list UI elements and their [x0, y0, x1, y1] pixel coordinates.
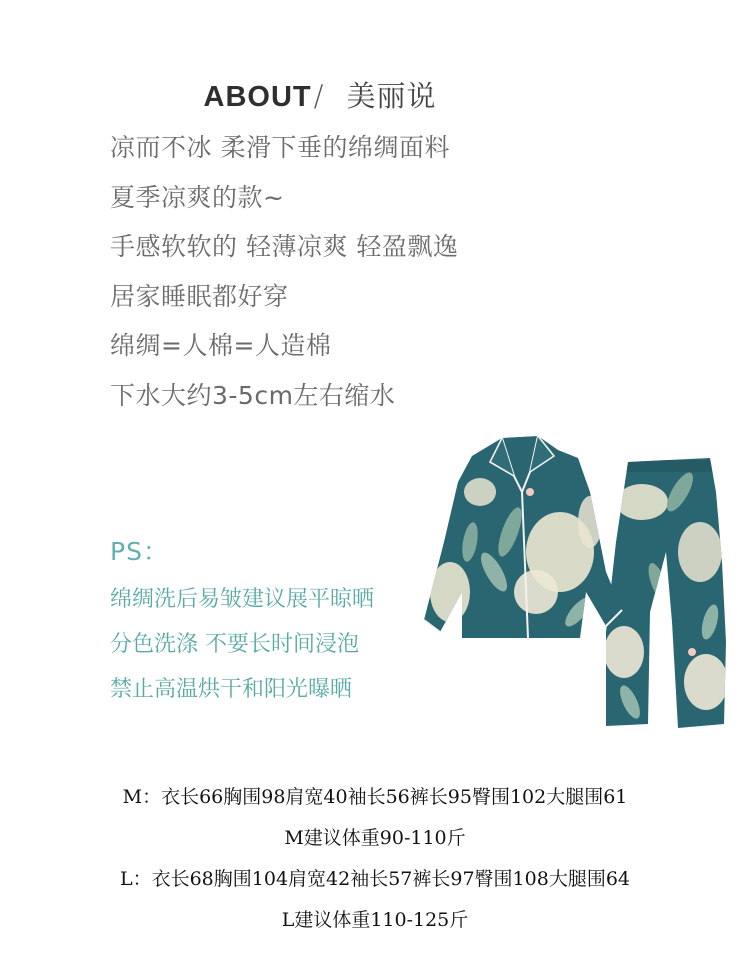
- about-description: [110, 128, 458, 425]
- size-l-measurements: L：衣长68胸围104肩宽42袖长57裤长97臀围108大腿围64: [119, 868, 631, 890]
- about-line: 绵绸=人棉=人造棉: [110, 331, 332, 360]
- size-m-weight: M建议体重90-110斤: [284, 827, 466, 849]
- ps-line: 绵绸洗后易皱建议展平晾晒: [110, 587, 375, 612]
- size-l-weight: L建议体重110-125斤: [281, 909, 469, 931]
- shirt-shape: [424, 436, 622, 638]
- about-line: 夏季凉爽的款~: [110, 182, 285, 212]
- title-slash: /: [313, 79, 325, 113]
- title-subtitle: 美丽说: [346, 79, 437, 113]
- about-label: ABOUT: [203, 81, 312, 113]
- size-chart: [0, 778, 750, 942]
- ps-title: PS：: [110, 537, 169, 566]
- ps-line: 分色洗涤 不要长时间浸泡: [110, 632, 359, 657]
- about-line: 居家睡眠都好穿: [110, 281, 289, 311]
- trousers-shape: [604, 458, 728, 728]
- about-line: 手感软软的 轻薄凉爽 轻盈飘逸: [110, 232, 459, 261]
- about-line: 下水大约3-5cm左右缩水: [110, 380, 396, 410]
- size-m-measurements: M：衣长66胸围98肩宽40袖长56裤长95臀围102大腿围61: [122, 786, 628, 808]
- floral-pajama-set-image: [410, 432, 730, 732]
- about-line: 凉而不冰 柔滑下垂的绵绸面料: [110, 133, 450, 162]
- ps-notes: [110, 582, 374, 717]
- ps-line: 禁止高温烘干和阳光曝晒: [110, 677, 353, 702]
- section-title: [0, 74, 640, 115]
